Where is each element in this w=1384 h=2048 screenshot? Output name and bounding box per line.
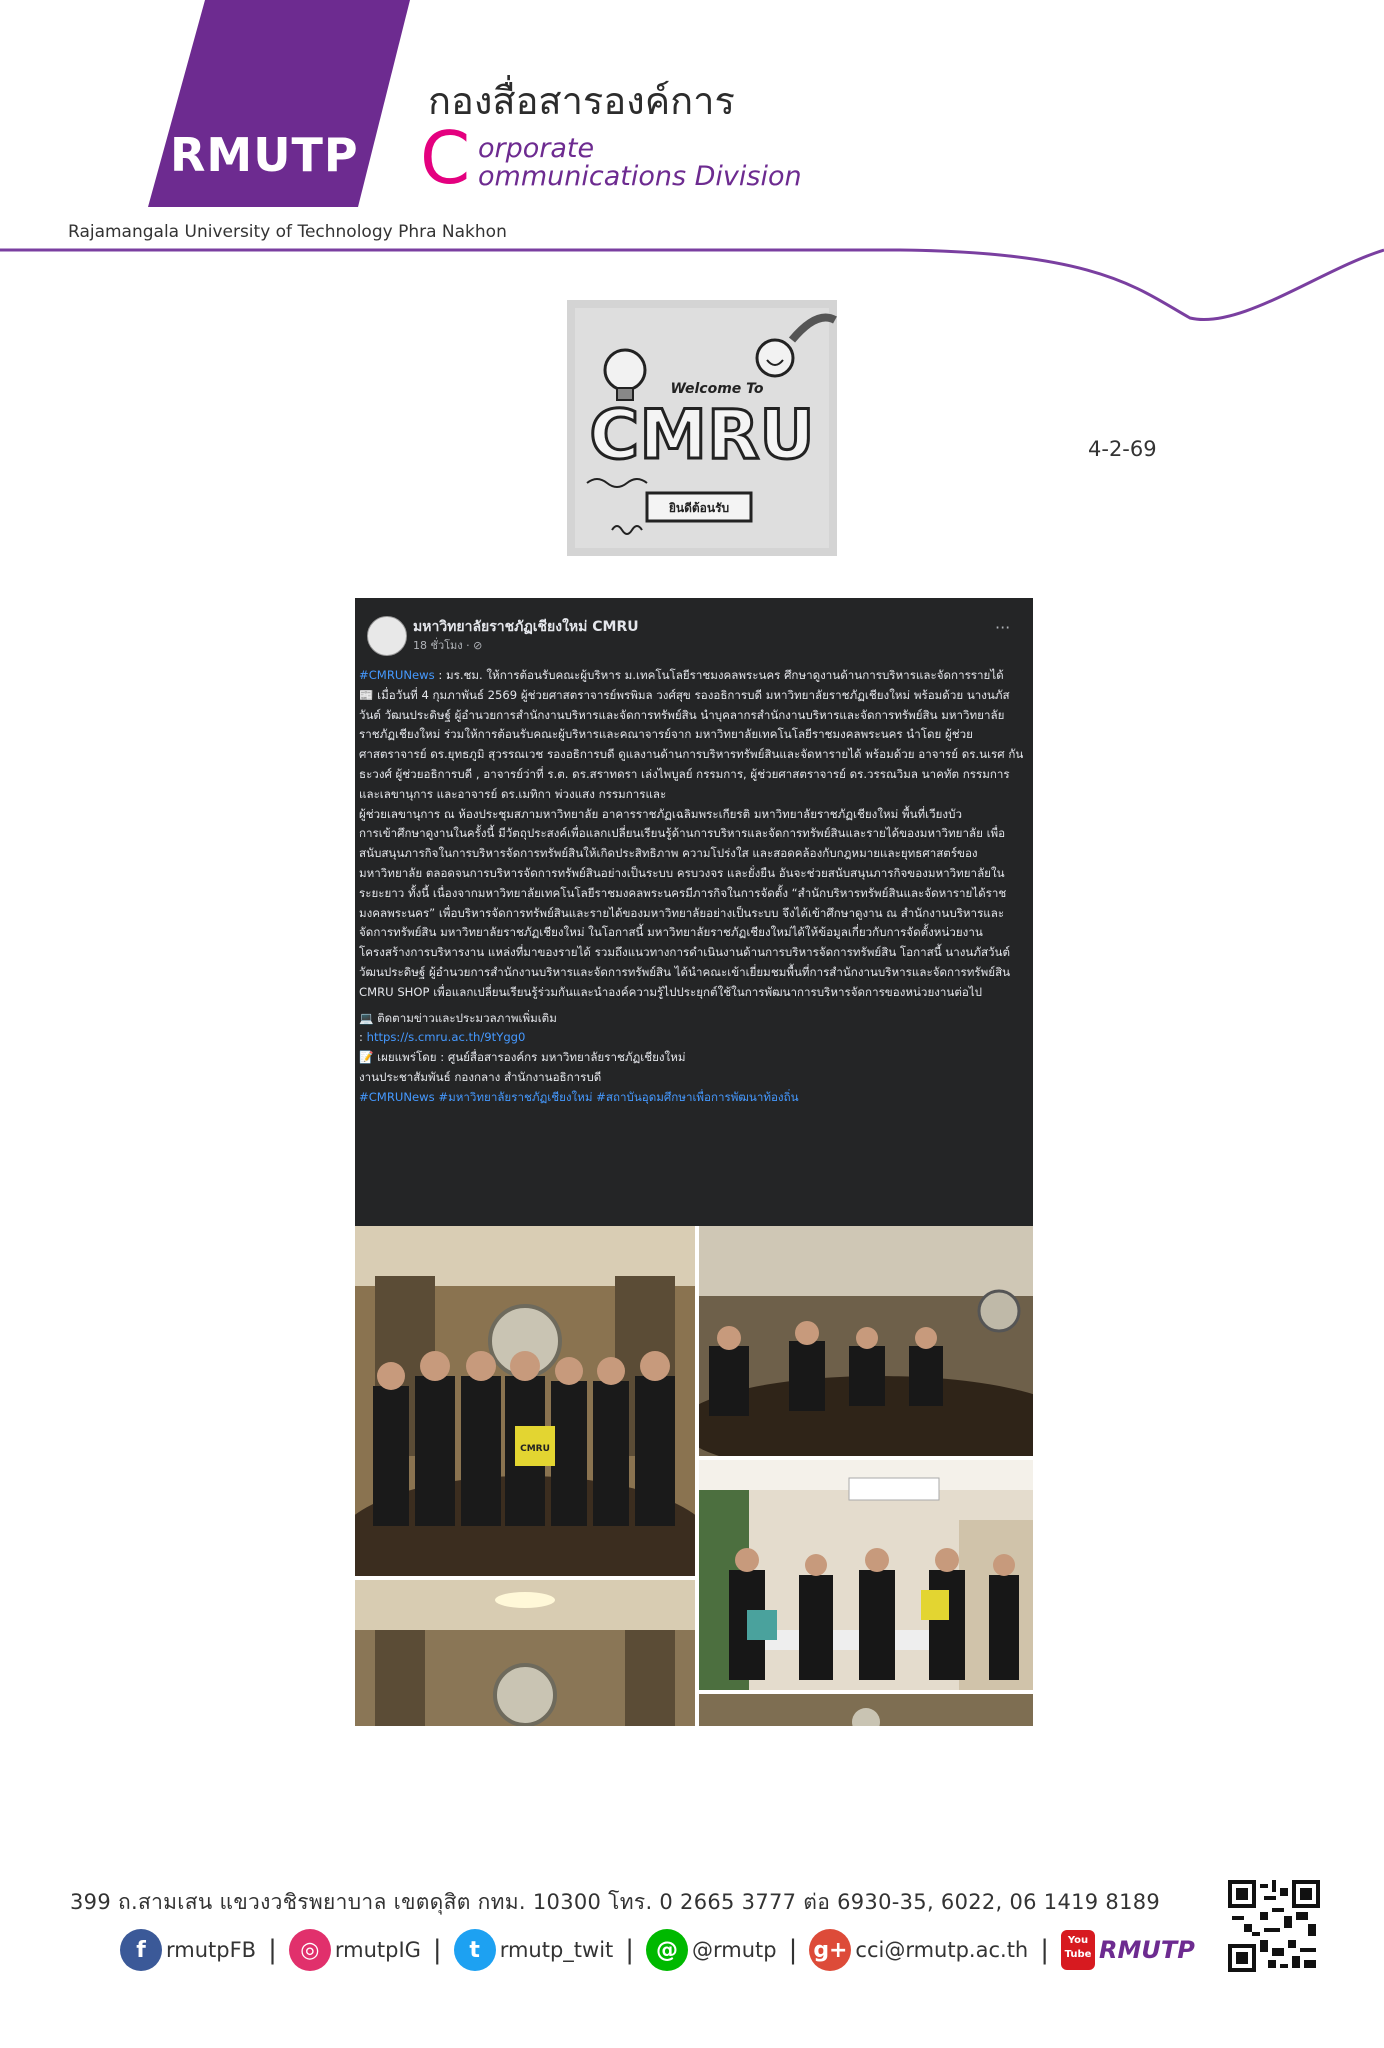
post-photo-shop[interactable] <box>699 1460 1033 1690</box>
facebook-icon: f <box>120 1929 162 1971</box>
department-thai-name: กองสื่อสารองค์การ <box>428 79 735 123</box>
more-options-icon[interactable]: ··· <box>995 618 1011 637</box>
separator: | <box>1040 1935 1050 1965</box>
follow-text: 💻 ติดตามข่าวและประมวลภาพเพิ่มเติม <box>359 1010 557 1025</box>
department-english-line2: ommunications Division <box>478 161 802 192</box>
welcome-cmru-image <box>567 300 837 556</box>
separator: | <box>268 1935 277 1965</box>
document-date: 4-2-69 <box>1088 437 1157 461</box>
page-avatar[interactable] <box>367 616 407 656</box>
page-name-link[interactable]: มหาวิทยาลัยราชภัฏเชียงใหม่ CMRU <box>413 619 639 635</box>
hashtag-link[interactable]: #CMRUNews <box>359 668 435 682</box>
social-links-row <box>120 1928 1195 1972</box>
university-name: Rajamangala University of Technology Phra Nakhon <box>68 222 507 242</box>
follow-link[interactable]: https://s.cmru.ac.th/9tYgg0 <box>366 1030 526 1045</box>
photo-extra-illustration <box>699 1694 1033 1726</box>
separator: | <box>788 1935 798 1965</box>
post-paragraph-3: การเข้าศึกษาดูงานในครั้งนี้ มีวัตถุประสงค์เพื่อแลกเปลี่ยนเรียนรู้ด้านการบริหารและจัดการทรัพย์สินและรายได้ของมหาวิทยาลัย เพื่อสนับสนุนภารกิจในการบริหารจัดการทรัพย์สินให้เกิดประสิทธิภาพ ความโปร่งใส และสอดคล้องกับกฎหมายและยุทธศาสตร์ของมหาวิทยาลัย ตลอดจนการบริหารจัดการทรัพย์สินอย่างเป็นระบบ ครบวงจร และยั่งยืน อันจะช่วยสนับสนุนภารกิจของมหาวิทยาลัยในระยะยาว ทั้งนี้ เนื่องจากมหาวิทยาลัยเทคโนโลยีราชมงคลพระนครมีภารกิจในการจัดตั้ง “สำนักบริหารทรัพย์สินและจัดหารายได้ราชมงคลพระนคร” เพื่อบริหารจัดการทรัพย์สินและรายได้ของมหาวิทยาลัยอย่างเป็นระบบ จึงได้เข้าศึกษาดูงาน ณ สำนักงานบริหารและจัดการทรัพย์สิน มหาวิทยาลัยราชภัฏเชียงใหม่ ในโอกาสนี้ มหาวิทยาลัยราชภัฏเชียงใหม่ได้ให้ข้อมูลเกี่ยวกับการจัดตั้งหน่วยงาน โครงสร้างการบริหารงาน แหล่งที่มาของรายได้ รวมถึงแนวทางการดำเนินงานด้านการบริหารจัดการทรัพย์สิน โอกาสนี้ นางนภัสวันต์ วัฒนประดิษฐ์ ผู้อำนวยการสำนักงานบริหารและจัดการทรัพย์สิน ได้นำคณะเข้าเยี่ยมชมพื้นที่การสำนักงานบริหารและจัดการทรัพย์สิน CMRU SHOP เพื่อแลกเปลี่ยนเรียนรู้ร่วมกันและนำองค์ความรู้ไปประยุกต์ใช้ในการพัฒนาการบริหารจัดการของหน่วยงานต่อไป <box>359 826 1011 999</box>
post-photo-room[interactable] <box>355 1580 695 1726</box>
line-link[interactable]: @ @rmutp <box>646 1929 777 1971</box>
post-intro: #CMRUNews : มร.ชม. ให้การต้อนรับคณะผู้บริหาร ม.เทคโนโลยีราชมงคลพระนคร ศึกษาดูงานด้านการบริหารและจัดการรายได้ <box>359 668 1004 682</box>
rmutp-logo-text: RMUTP <box>170 128 359 182</box>
rmutp-logo-shape <box>0 0 440 215</box>
facebook-post <box>355 598 1033 1226</box>
svg-text:Welcome To: Welcome To <box>670 381 764 397</box>
twitter-link[interactable]: t rmutp_twit <box>454 1929 614 1971</box>
instagram-icon: ◎ <box>289 1929 331 1971</box>
footer-address: 399 ถ.สามเสน แขวงวชิรพยาบาล เขตดุสิต กทม. 10300 โทร. 0 2665 3777 ต่อ 6930-35, 6022, 06 1419 8189 <box>70 1890 1161 1914</box>
post-photo-extra[interactable] <box>699 1694 1033 1726</box>
line-icon: @ <box>646 1929 688 1971</box>
post-paragraph-2: ผู้ช่วยเลขานุการ ณ ห้องประชุมสภามหาวิทยาลัย อาคารราชภัฏเฉลิมพระเกียรติ มหาวิทยาลัยราชภัฏเชียงใหม่ พื้นที่เวียงบัว <box>359 806 962 821</box>
post-photo-group[interactable] <box>355 1226 695 1576</box>
publisher-line-1: 📝 เผยแพร่โดย : ศูนย์สื่อสารองค์กร มหาวิทยาลัยราชภัฏเชียงใหม่ <box>359 1050 686 1065</box>
photo-group-illustration <box>355 1226 695 1576</box>
photo-room-illustration <box>355 1580 695 1726</box>
department-english-line1: orporate <box>478 133 595 164</box>
instagram-link[interactable]: ◎ rmutpIG <box>289 1929 421 1971</box>
youtube-icon: You Tube <box>1061 1930 1095 1970</box>
svg-text:CMRU: CMRU <box>589 396 815 475</box>
email-link[interactable]: g+ cci@rmutp.ac.th <box>809 1929 1028 1971</box>
department-c-letter: C <box>420 116 471 200</box>
facebook-link[interactable]: f rmutpFB <box>120 1929 256 1971</box>
post-hashtags[interactable]: #CMRUNews #มหาวิทยาลัยราชภัฏเชียงใหม่ #สถาบันอุดมศึกษาเพื่อการพัฒนาท้องถิ่น <box>359 1089 799 1104</box>
photo-shop-illustration <box>699 1460 1033 1690</box>
post-paragraph-1: 📰 เมื่อวันที่ 4 กุมภาพันธ์ 2569 ผู้ช่วยศาสตราจารย์พรพิมล วงศ์สุข รองอธิการบดี มหาวิทยาลัยราชภัฏเชียงใหม่ พร้อมด้วย นางนภัสวันต์ วัฒนประดิษฐ์ ผู้อำนวยการสำนักงานบริหารและจัดการทรัพย์สิน นำบุคลากรสำนักงานบริหารและจัดการทรัพย์สิน มหาวิทยาลัยราชภัฏเชียงใหม่ ร่วมให้การต้อนรับคณะผู้บริหารและคณาจารย์จาก มหาวิทยาลัยเทคโนโลยีราชมงคลพระนคร นำโดย ผู้ช่วยศาสตราจารย์ ดร.ยุทธภูมิ สุวรรณเวช รองอธิการบดี ดูแลงานด้านการบริหารทรัพย์สินและจัดหารายได้ พร้อมด้วย อาจารย์ ดร.นเรศ กันธะวงศ์ ผู้ช่วยอธิการบดี , อาจารย์ว่าที่ ร.ต. ดร.สราทดรา เล่งไพบูลย์ กรรมการ, ผู้ช่วยศาสตราจารย์ ดร.วรรณวิมล นาคทัต กรรมการและเลขานุการ และอาจารย์ ดร.เมทิกา พ่วงแสง กรรมการและ <box>359 687 1024 801</box>
photo-meeting-illustration <box>699 1226 1033 1456</box>
post-time[interactable]: 18 ชั่วโมง · ⊘ <box>413 639 483 652</box>
youtube-link[interactable]: You Tube RMUTP <box>1061 1930 1195 1970</box>
publisher-line-2: งานประชาสัมพันธ์ กองกลาง สำนักงานอธิการบดี <box>359 1069 602 1084</box>
twitter-icon: t <box>454 1929 496 1971</box>
post-body <box>359 666 1027 1108</box>
svg-text:ยินดีต้อนรับ: ยินดีต้อนรับ <box>668 501 730 515</box>
separator: | <box>432 1935 442 1965</box>
post-photo-meeting[interactable] <box>699 1226 1033 1456</box>
follow-link-line: : https://s.cmru.ac.th/9tYgg0 <box>359 1030 526 1045</box>
qr-code[interactable] <box>1228 1880 1320 1972</box>
svg-text:CMRU: CMRU <box>520 1444 550 1454</box>
google-plus-icon: g+ <box>809 1929 851 1971</box>
separator: | <box>625 1935 635 1965</box>
